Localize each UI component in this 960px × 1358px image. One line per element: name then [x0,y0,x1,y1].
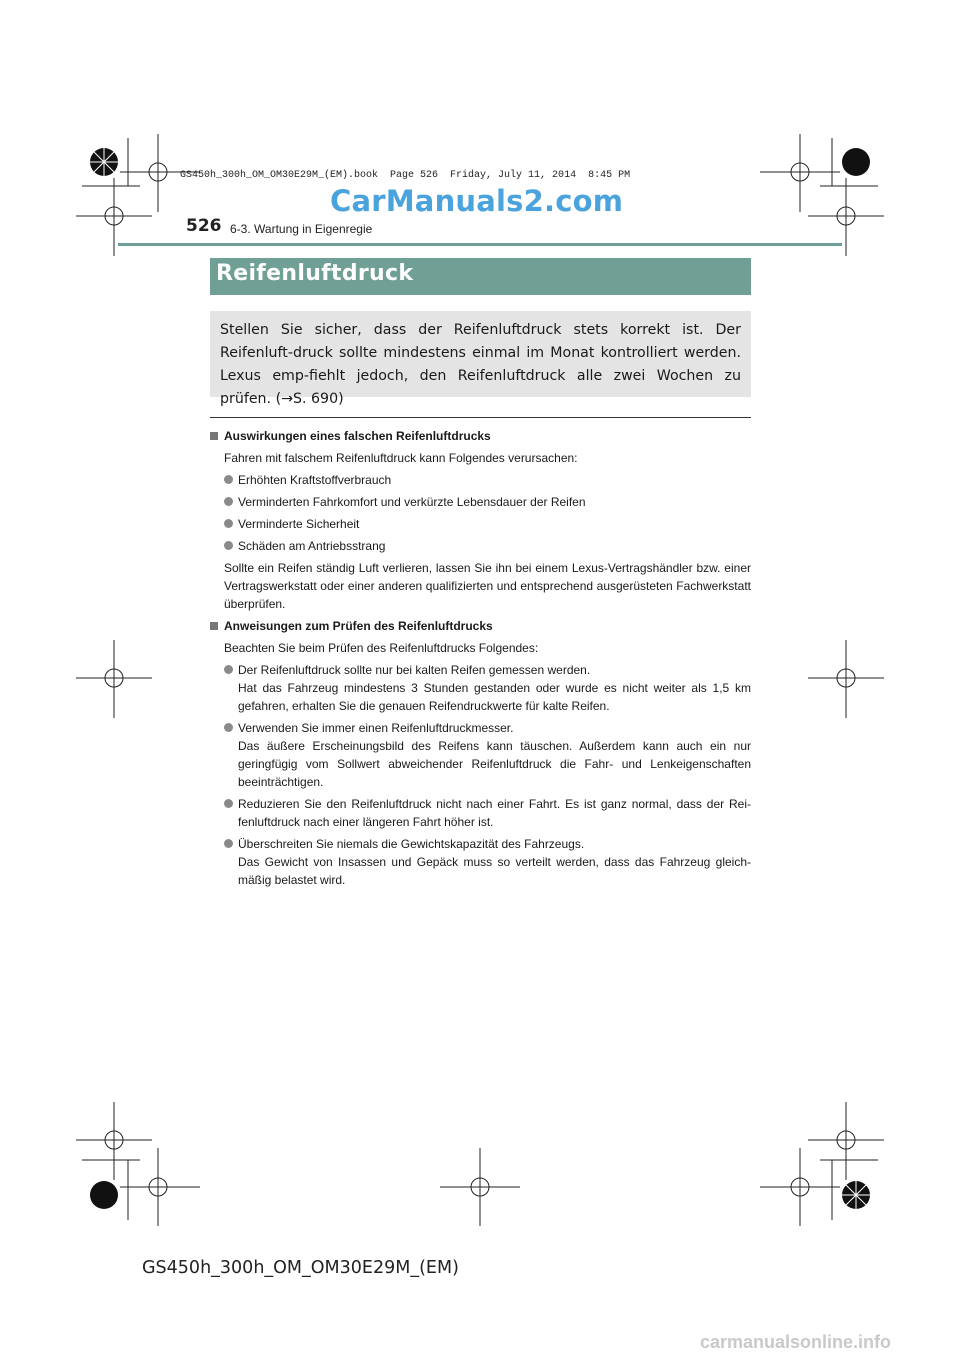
list-item: Schäden am Antriebsstrang [210,537,751,555]
list-item: Überschreiten Sie niemals die Gewichtskapazität des Fahrzeugs. Das Gewicht von Insassen und Gepäck muss so verteilt werden, dass das Fahrzeug gleich-mäßig belastet wird. [210,835,751,889]
square-bullet-icon [210,622,218,630]
watermark-top: CarManuals2.com [330,184,624,218]
bullet-dot-icon [224,799,233,808]
subheading-text: Auswirkungen eines falschen Reifenluftdrucks [224,429,491,443]
square-bullet-icon [210,432,218,440]
subheading-instructions [210,617,751,635]
subheading-effects [210,427,751,445]
bullet-dot-icon [224,723,233,732]
list-item: Reduzieren Sie den Reifenluftdruck nicht nach einer Fahrt. Es ist ganz normal, dass der Rei-fenluftdruck nach einer längeren Fahrt höher ist. [210,795,751,831]
list-item: Der Reifenluftdruck sollte nur bei kalten Reifen gemessen werden. Hat das Fahrzeug mindestens 3 Stunden gestanden oder wurde es nicht weiter als 1,5 km gefahren, erhalten Sie die genauen Reifendruckwerte für kalte Reifen. [210,661,751,715]
bullet-dot-icon [224,665,233,674]
main-content [210,427,751,893]
bullet-dot-icon [224,497,233,506]
header-rule [118,243,842,246]
section-reference: 6-3. Wartung in Eigenregie [230,222,373,236]
list-item: Verminderte Sicherheit [210,515,751,533]
book-info-line: GS450h_300h_OM_OM30E29M_(EM).book Page 526 Friday, July 11, 2014 8:45 PM [180,170,631,181]
paragraph: Beachten Sie beim Prüfen des Reifenluftdrucks Folgendes: [224,641,539,655]
footer-document-code: GS450h_300h_OM_OM30E29M_(EM) [142,1258,459,1278]
bullet-dot-icon [224,839,233,848]
list-item: Verwenden Sie immer einen Reifenluftdruckmesser. Das äußere Erscheinungsbild des Reifens kann täuschen. Außerdem kann auch ein nur geringfügig vom Sollwert abweichender Reifenluftdruck die Fahr- und Lenkeigenschaften beeinträchtigen. [210,719,751,791]
intro-box [210,311,751,407]
list-item: Erhöhten Kraftstoffverbrauch [210,471,751,489]
intro-text: Stellen Sie sicher, dass der Reifenluftdruck stets korrekt ist. Der Reifenluft-druck sollte mindestens einmal im Monat kontrolliert werden. Lexus emp-fiehlt jedoch, den Reifenluftdruck alle zwei Wochen zu prüfen. (→S. 690) [220,322,741,407]
bullet-dot-icon [224,519,233,528]
page-title: Reifenluftdruck [216,261,414,286]
paragraph: Sollte ein Reifen ständig Luft verlieren, lassen Sie ihn bei einem Lexus-Vertragshändler bzw. einer Vertragswerkstatt oder einer anderen qualifizierten und entsprechend ausgerüsteten Fachwerkstatt überprüfen. [224,561,751,611]
list-item: Verminderten Fahrkomfort und verkürzte Lebensdauer der Reifen [210,493,751,511]
bullet-dot-icon [224,541,233,550]
bullet-dot-icon [224,475,233,484]
title-banner [210,258,751,295]
section-divider [210,417,751,418]
watermark-bottom: carmanualsonline.info [700,1332,892,1352]
page-number: 526 [186,216,222,236]
subheading-text: Anweisungen zum Prüfen des Reifenluftdrucks [224,619,493,633]
paragraph: Fahren mit falschem Reifenluftdruck kann Folgendes verursachen: [224,451,578,465]
